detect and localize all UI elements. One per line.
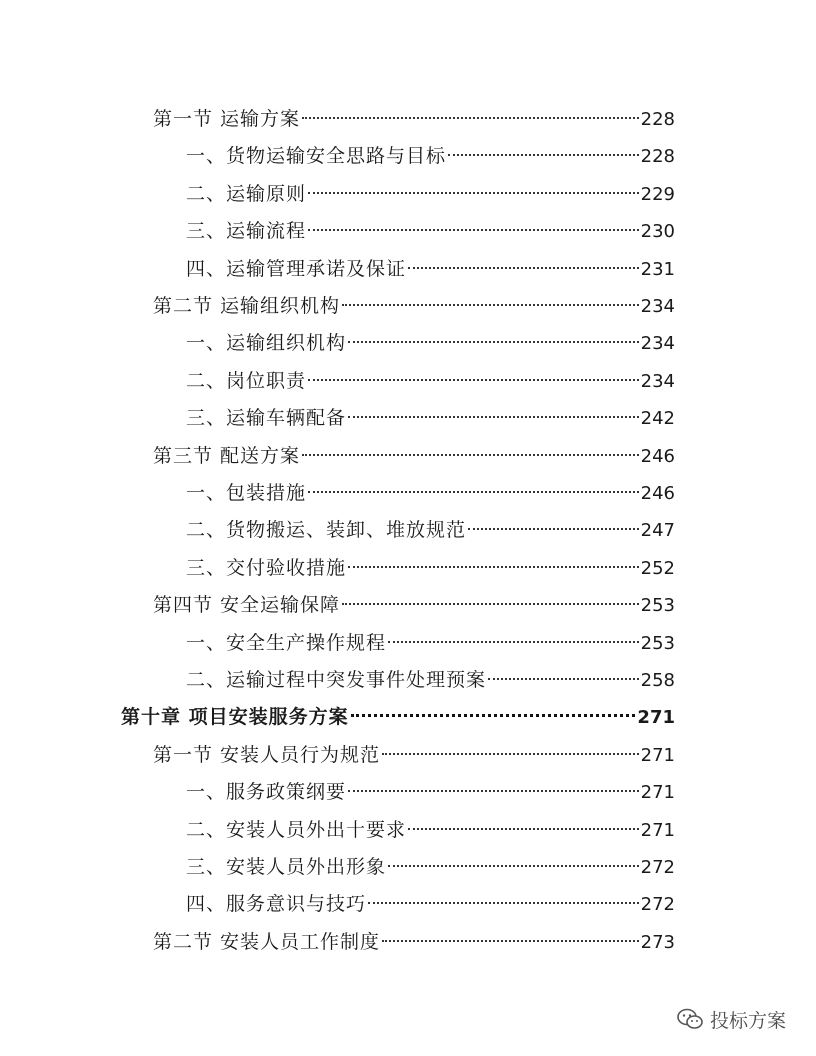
toc-entry-label: 第三节 配送方案 [153, 444, 301, 467]
toc-item-row[interactable] [186, 628, 675, 658]
toc-entry-label: 二、货物搬运、装卸、堆放规范 [186, 519, 467, 542]
toc-item-row[interactable] [186, 815, 675, 845]
toc-page-number: 253 [640, 595, 675, 617]
toc-page-number: 272 [640, 857, 675, 878]
toc-entry-label: 第一节 运输方案 [153, 108, 301, 130]
toc-dot-leader [348, 788, 639, 792]
toc-page-number: 272 [640, 894, 675, 916]
toc-entry-label: 二、岗位职责 [186, 369, 307, 392]
toc-dot-leader [348, 414, 639, 418]
toc-entry-label: 第一节 安装人员行为规范 [153, 743, 381, 766]
wechat-icon [676, 1007, 704, 1031]
toc-page-number: 228 [640, 109, 675, 130]
toc-item-row[interactable] [186, 366, 675, 396]
toc-dot-leader [448, 152, 639, 156]
toc-entry-label: 三、运输车辆配备 [186, 407, 347, 430]
toc-dot-leader [408, 826, 639, 830]
toc-item-row[interactable] [186, 179, 675, 209]
toc-item-row[interactable] [186, 553, 675, 583]
toc-page-number: 230 [640, 221, 675, 243]
toc-entry-label: 第二节 运输组织机构 [153, 295, 341, 317]
toc-section-row[interactable] [153, 104, 675, 134]
toc-dot-leader [308, 377, 639, 381]
toc-chapter-row[interactable] [121, 702, 675, 732]
toc-page-number: 271 [640, 744, 675, 766]
toc-dot-leader [351, 711, 636, 717]
toc-dot-leader [388, 863, 639, 867]
toc-dot-leader [368, 900, 639, 904]
toc-dot-leader [488, 676, 639, 680]
toc-section-row[interactable] [153, 441, 675, 471]
toc-entry-label: 四、服务意识与技巧 [186, 893, 367, 916]
toc-dot-leader [302, 115, 639, 119]
toc-entry-label: 二、运输原则 [186, 182, 307, 205]
toc-section-row[interactable] [153, 927, 675, 957]
toc-entry-label: 第二节 安装人员工作制度 [153, 930, 381, 953]
toc-dot-leader [308, 489, 639, 493]
toc-page-number: 234 [640, 296, 675, 317]
toc-dot-leader [342, 302, 639, 306]
toc-dot-leader [382, 751, 639, 755]
toc-section-row[interactable] [153, 740, 675, 770]
toc-entry-label: 三、安装人员外出形象 [186, 856, 387, 878]
toc-entry-label: 一、服务政策纲要 [186, 781, 347, 804]
toc-page-number: 228 [640, 146, 675, 168]
toc-dot-leader [388, 639, 639, 643]
toc-dot-leader [468, 526, 639, 530]
toc-entry-label: 一、货物运输安全思路与目标 [186, 145, 447, 168]
toc-item-row[interactable] [186, 478, 675, 508]
toc-page-number: 271 [640, 782, 675, 804]
toc-dot-leader [308, 190, 639, 194]
toc-page-number: 247 [640, 520, 675, 542]
toc-dot-leader [302, 452, 639, 456]
toc-item-row[interactable] [186, 777, 675, 807]
toc-item-row[interactable] [186, 515, 675, 545]
toc-item-row[interactable] [186, 328, 675, 358]
toc-page-number: 234 [640, 370, 675, 392]
toc-entry-label: 第十章 项目安装服务方案 [121, 706, 349, 729]
toc-entry-label: 三、运输流程 [186, 220, 307, 243]
toc-entry-label: 第四节 安全运输保障 [153, 594, 341, 617]
toc-page-number: 271 [640, 819, 675, 841]
toc-page-number: 273 [640, 931, 675, 953]
toc-page-number: 246 [640, 483, 675, 504]
watermark-text: 投标方案 [710, 1009, 787, 1032]
toc-page-number: 246 [640, 445, 675, 467]
toc-page-number: 252 [640, 557, 675, 579]
toc-item-row[interactable] [186, 216, 675, 246]
toc-dot-leader [408, 265, 639, 269]
toc-dot-leader [348, 339, 639, 343]
toc-entry-label: 一、运输组织机构 [186, 332, 347, 355]
toc-item-row[interactable] [186, 889, 675, 919]
toc-page-number: 234 [640, 333, 675, 355]
toc-section-row[interactable] [153, 291, 675, 321]
toc-page-number: 258 [640, 670, 675, 691]
toc-section-row[interactable] [153, 590, 675, 620]
toc-item-row[interactable] [186, 665, 675, 695]
toc-page-number: 231 [640, 258, 675, 280]
toc-item-row[interactable] [186, 852, 675, 882]
toc-entry-label: 三、交付验收措施 [186, 556, 347, 579]
toc-entry-label: 二、运输过程中突发事件处理预案 [186, 669, 487, 691]
toc-page-number: 253 [640, 632, 675, 654]
toc-entry-label: 四、运输管理承诺及保证 [186, 257, 407, 280]
toc-entry-label: 一、包装措施 [186, 482, 307, 504]
toc-entry-label: 一、安全生产操作规程 [186, 631, 387, 654]
toc-item-row[interactable] [186, 141, 675, 171]
toc-page-number: 271 [637, 707, 675, 729]
toc-dot-leader [348, 564, 639, 568]
toc-entry-label: 二、安装人员外出十要求 [186, 818, 407, 841]
toc-page-number: 229 [640, 183, 675, 205]
toc-dot-leader [382, 938, 639, 942]
toc-dot-leader [342, 601, 639, 605]
toc-item-row[interactable] [186, 403, 675, 433]
toc-dot-leader [308, 227, 639, 231]
toc-page-number: 242 [640, 408, 675, 430]
toc-item-row[interactable] [186, 254, 675, 284]
watermark [676, 1003, 786, 1035]
